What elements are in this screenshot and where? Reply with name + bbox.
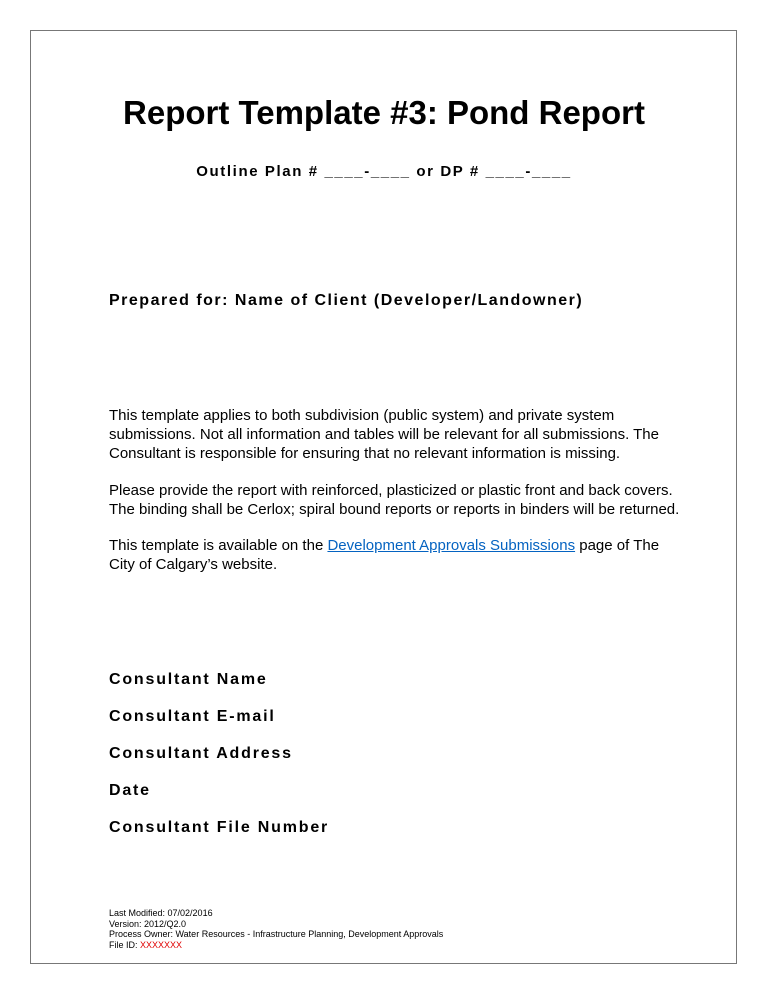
paragraph-availability [109, 536, 689, 574]
date: Date [109, 782, 151, 799]
footer-file-id [109, 940, 443, 951]
page-title: Report Template #3: Pond Report [123, 94, 645, 131]
consultant-email: Consultant E-mail [109, 708, 276, 725]
footer-version: Version: 2012/Q2.0 [109, 918, 187, 929]
paragraph-covers: Please provide the report with reinforced, plasticized or plastic front and back covers. The binding shall be Cerlox; spiral bound reports or reports in binders will be returned. [109, 482, 680, 518]
footer-owner: Process Owner: Water Resources - Infrastructure Planning, Development Approvals [109, 929, 444, 940]
outline-plan-line: Outline Plan # ____-____ or DP # ____-____ [196, 163, 572, 180]
file-id-value: XXXXXXX [140, 940, 183, 951]
development-approvals-link[interactable]: Development Approvals Submissions [327, 537, 576, 554]
availability-text: This template is available on the [109, 537, 328, 554]
file-id-label: File ID: [109, 940, 141, 951]
footer-modified: Last Modified: 07/02/2016 [109, 908, 213, 918]
prepared-for: Prepared for: Name of Client (Developer/Landowner) [109, 292, 584, 309]
consultant-name: Consultant Name [109, 671, 268, 688]
consultant-file-number: Consultant File Number [109, 819, 330, 836]
consultant-address: Consultant Address [109, 745, 293, 762]
paragraph-applicability: This template applies to both subdivision (public system) and private system submissions. Not all information and tables will be relevant for all submissions. The Consultant is responsible for ensuring that no relevant information is missing. [109, 407, 659, 462]
availability-text-end: page of The City of Calgary’s website. [109, 537, 660, 573]
footer [109, 908, 443, 951]
